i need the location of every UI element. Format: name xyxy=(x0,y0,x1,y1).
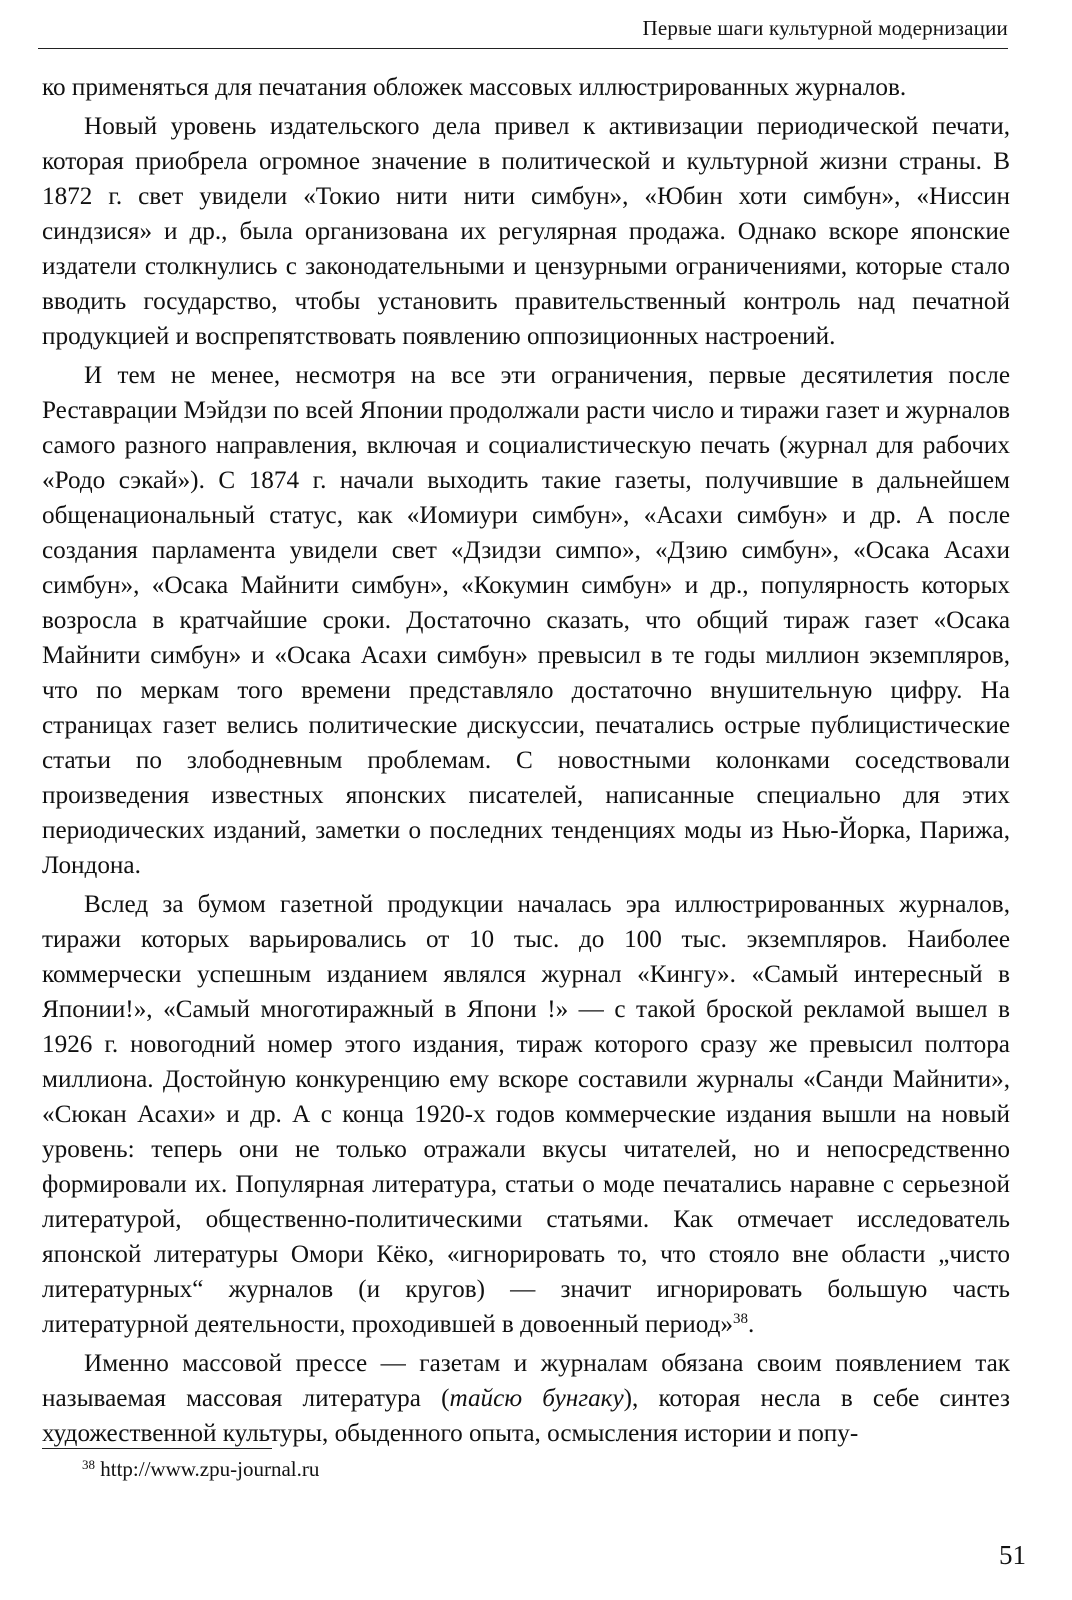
footnote-divider xyxy=(42,1448,272,1449)
page-number: 51 xyxy=(999,1540,1026,1570)
body-text xyxy=(42,70,1010,1451)
footnote-number: 38 xyxy=(82,1457,95,1472)
italic-term: тайсю бунгаку xyxy=(449,1385,624,1412)
paragraph-4-text: Вслед за бумом газетной продукции началась эра иллюстрированных журналов, тиражи которых варьировались от 10 тыс. до 100 тыс. экземпляров. Наиболее коммерчески успешным изданием являлся журнал «Кингу». «Самый интересный в Японии!», «Самый многотиражный в Япони !» — с такой броской рекламой вышел в 1926 г. новогодний номер этого издания, тираж которого сразу же превысил полтора миллиона. Достойную конкуренцию ему вскоре составили журналы «Санди Майнити», «Сюкан Асахи» и др. А с конца 1920-х годов коммерческие издания вышли на новый уровень: теперь они не только отражали вкусы читателей, но и непосредственно формировали их. Популярная литература, статьи о моде печатались наравне с серьезной литературой, общественно-политическими статьями. Как отмечает исследователь японской литературы Омори Кёко, «игнорировать то, что стояло вне области „чисто литературных“ журналов (и кругов) — значит игнорировать большую часть литературной деятельности, проходившей в довоенный период» xyxy=(42,891,1010,1338)
paragraph-4 xyxy=(42,887,1010,1342)
paragraph-5-before-term: Именно массовой прессе — газетам и журналам обязана своим появлением так называемая массовая литература ( xyxy=(42,1350,1010,1412)
paragraph-1: ко применяться для печатания обложек массовых иллюстрированных журналов. xyxy=(42,74,907,101)
paragraph-3: И тем не менее, несмотря на все эти ограничения, первые десятилетия после Реставрации Мэйдзи по всей Японии продолжали расти число и тиражи газет и журналов самого разного направления, включая и социалистическую печать (журнал для рабочих «Родо сэкай»). С 1874 г. начали выходить такие газеты, получившие в дальнейшем общенациональный статус, как «Иомиури симбун», «Асахи симбун» и др. А после создания парламента увидели свет «Дзидзи симпо», «Дзию симбун», «Осака Асахи симбун», «Осака Майнити симбун», «Кокумин симбун» и др., популярность которых возросла в кратчайшие сроки. Достаточно сказать, что общий тираж газет «Осака Майнити симбун» и «Осака Асахи симбун» превысил в те годы миллион экземпляров, что по меркам того времени представляло достаточно внушительную цифру. На страницах газет велись политические дискуссии, печатались острые публицистические статьи по злободневным проблемам. С новостными колонками соседствовали произведения известных японских писателей, написанные специально для этих периодических изданий, заметки о последних тенденциях моды из Нью-Йорка, Парижа, Лондона. xyxy=(42,362,1010,879)
paragraph-2: Новый уровень издательского дела привел к активизации периодической печати, которая приобрела огромное значение в политической и культурной жизни страны. В 1872 г. свет увидели «Токио нити нити симбун», «Юбин хоти симбун», «Ниссин синдзися» и др., была организована их регулярная продажа. Однако вскоре японские издатели столкнулись с законодательными и цензурными ограничениями, которые стало вводить государство, чтобы установить правительственный контроль над печатной продукцией и воспрепятствовать появлению оппозиционных настроений. xyxy=(42,113,1010,350)
paragraph-5 xyxy=(42,1346,1010,1451)
running-title: Первые шаги культурной модернизации xyxy=(642,16,1008,40)
paragraph-5-after-term: ), которая несла в себе синтез художественной культуры, обыденного опыта, осмысления истории и попу- xyxy=(42,1385,1010,1447)
paragraph-4-end: . xyxy=(748,1311,755,1338)
footnote-link[interactable]: http://www.zpu-journal.ru xyxy=(100,1457,320,1481)
footnote-reference[interactable]: 38 xyxy=(733,1311,748,1327)
running-header xyxy=(38,10,1008,49)
footnote xyxy=(82,1455,319,1483)
